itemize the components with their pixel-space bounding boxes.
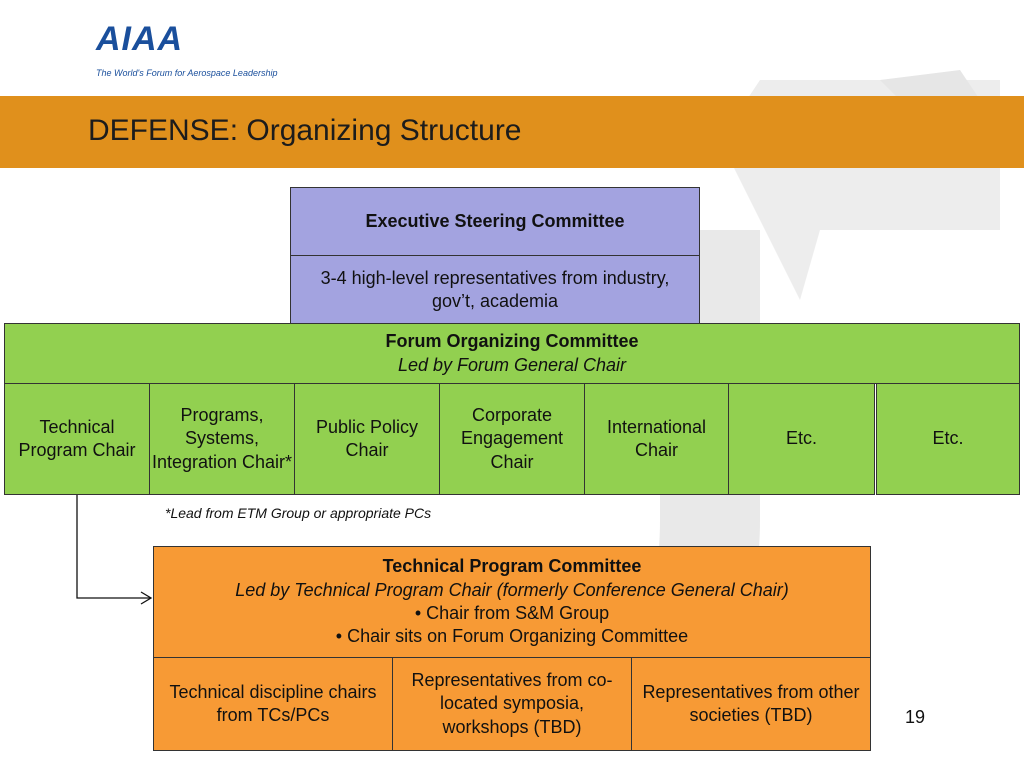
member-technical-discipline-chairs: Technical discipline chairs from TCs/PCs (153, 657, 393, 751)
technical-committee-subtitle: Led by Technical Program Chair (formerly Conference General Chair) (235, 579, 789, 600)
chair-etc-2: Etc. (876, 383, 1020, 495)
chair-international: International Chair (584, 383, 729, 495)
forum-committee-subtitle: Led by Forum General Chair (397, 354, 627, 375)
footnote: *Lead from ETM Group or appropriate PCs (165, 505, 432, 521)
technical-committee-bullet: • Chair sits on Forum Organizing Committee (335, 626, 689, 647)
logo-tagline: The World's Forum for Aerospace Leadership (96, 68, 278, 78)
executive-committee-description: 3-4 high-level representatives from industry, gov’t, academia (290, 255, 700, 325)
technical-committee (153, 546, 871, 658)
chair-programs-systems-integration: Programs, Systems, Integration Chair* (149, 383, 295, 495)
member-colocated-symposia-reps: Representatives from co-located symposia, workshops (TBD) (392, 657, 632, 751)
member-other-societies-reps: Representatives from other societies (TBD) (631, 657, 871, 751)
aiaa-logo (96, 18, 278, 82)
chair-corporate-engagement: Corporate Engagement Chair (439, 383, 585, 495)
chair-etc-1: Etc. (728, 383, 875, 495)
executive-committee-title: Executive Steering Committee (290, 187, 700, 256)
chair-technical-program: Technical Program Chair (4, 383, 150, 495)
title-bar (0, 96, 1024, 168)
logo-wordmark: AIAA (96, 20, 184, 58)
forum-committee-title: Forum Organizing Committee (385, 331, 639, 352)
forum-committee (4, 323, 1020, 384)
page-number: 19 (905, 707, 926, 727)
technical-committee-title: Technical Program Committee (382, 556, 642, 577)
technical-committee-bullet: • Chair from S&M Group (414, 603, 610, 623)
page-title: DEFENSE: Organizing Structure (88, 114, 522, 147)
chair-public-policy: Public Policy Chair (294, 383, 440, 495)
